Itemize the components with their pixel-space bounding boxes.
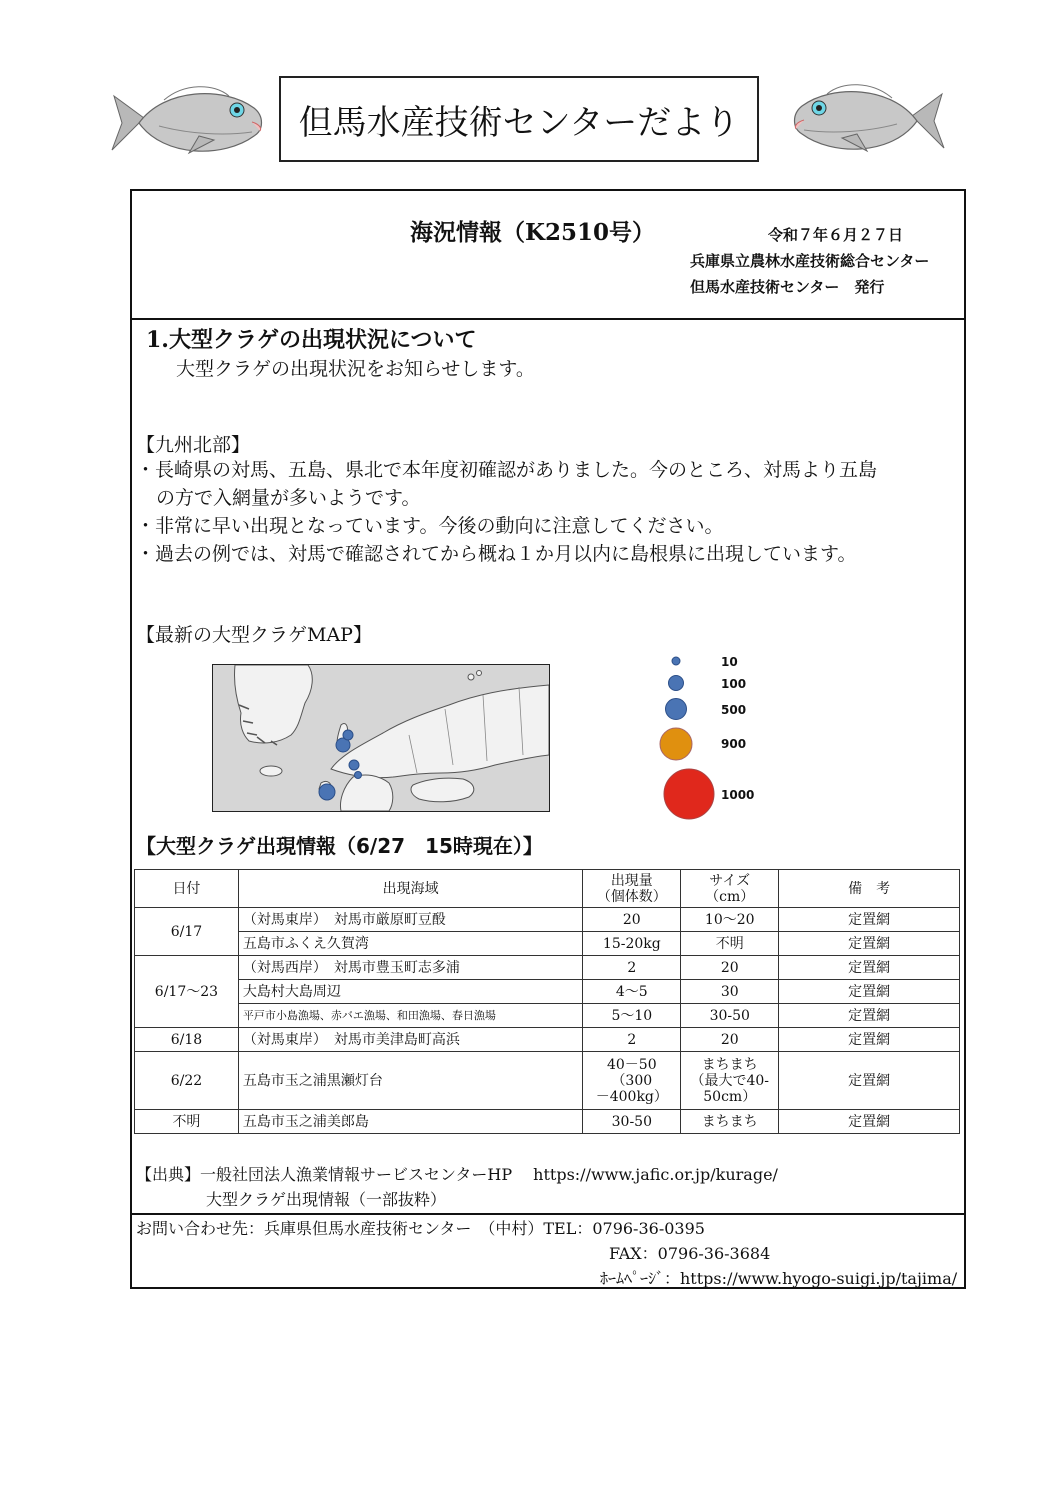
section-intro: 大型クラゲの出現状況をお知らせします。 [176,358,535,380]
cell-area: 大島村大島周辺 [238,980,582,1004]
source-citation: 【出典】一般社団法人漁業情報サービスセンターHP https://www.jafic.or.jp/kurage/ [136,1165,778,1184]
contact-info: お問い合わせ先：兵庫県但馬水産技術センター （中村）TEL：0796-36-0395 [136,1219,705,1238]
cell-size: 20 [681,956,779,980]
cell-area: （対馬西岸） 対馬市豊玉町志多浦 [238,956,582,980]
bullet-item [136,540,966,568]
issue-title: 海況情報（K2510号） [410,219,656,246]
cell-date: 不明 [135,1110,239,1134]
header-divider [130,318,966,320]
legend-label: 500 [721,703,747,717]
col-area: 出現海域 [238,870,582,908]
legend-bubble-900 [660,728,692,760]
cell-note: 定置網 [779,908,960,932]
table-row [135,1052,960,1110]
col-date: 日付 [135,870,239,908]
table-row [135,1004,960,1028]
fish-right-icon [782,76,952,166]
cell-amount: 30-50 [583,1110,681,1134]
bullet-line-continued: の方で入網量が多いようです。 [156,487,421,509]
cell-size: まちまち [681,1110,779,1134]
cell-date: 6/18 [135,1028,239,1052]
issue-date: 令和７年６月２７日 [768,226,904,244]
legend-label: 1000 [721,788,755,802]
legend-label: 10 [721,655,738,669]
cell-size: 30-50 [681,1004,779,1028]
cell-area: 五島市玉之浦美郎島 [238,1110,582,1134]
fax-number: FAX：0796-36-3684 [609,1244,771,1263]
legend-bubble-100 [669,676,684,691]
cell-size: 不明 [681,932,779,956]
cell-amount: 15-20kg [583,932,681,956]
newsletter-title: 但馬水産技術センターだより [279,76,759,162]
publisher-org: 兵庫県立農林水産技術総合センター [690,252,930,270]
section-title: 1.大型クラゲの出現状況について [146,327,477,353]
fish-left-icon [104,78,274,168]
legend-label: 900 [721,737,747,751]
cell-area: 平戸市小島漁場、赤バエ漁場、和田漁場、春日漁場 [238,1004,582,1028]
jellyfish-table [134,869,960,1134]
map-image [213,665,549,811]
cell-size: まちまち （最大で40- 50cm） [681,1052,779,1110]
legend-bubble-500 [666,699,687,720]
cell-date: 6/17～23 [135,956,239,1028]
bullet-line: ・長崎県の対馬、五島、県北で本年度初確認がありました。今のところ、対馬より五島 [136,459,878,481]
cell-date: 6/17 [135,908,239,956]
homepage-link[interactable]: ﾎｰﾑﾍﾟｰｼﾞ：https://www.hyogo-suigi.jp/tajima/ [600,1269,958,1288]
cell-note: 定置網 [779,980,960,1004]
jellyfish-map [212,664,550,812]
cell-area: （対馬東岸） 対馬市美津島町高浜 [238,1028,582,1052]
cell-amount: 2 [583,1028,681,1052]
region-heading: 【九州北部】 [136,434,251,456]
col-amount: 出現量 （個体数） [583,870,681,908]
bullet-line: ・過去の例では、対馬で確認されてから概ね１か月以内に島根県に出現しています。 [136,543,857,565]
cell-amount: 20 [583,908,681,932]
cell-note: 定置網 [779,956,960,980]
bullet-item [136,512,966,540]
cell-note: 定置網 [779,1110,960,1134]
table-row [135,1110,960,1134]
cell-amount: 2 [583,956,681,980]
cell-area: 五島市ふくえ久賀湾 [238,932,582,956]
col-size: サイズ （cm） [681,870,779,908]
table-row [135,980,960,1004]
col-note: 備 考 [779,870,960,908]
cell-size: 30 [681,980,779,1004]
cell-note: 定置網 [779,1004,960,1028]
cell-note: 定置網 [779,1028,960,1052]
publisher-center: 但馬水産技術センター 発行 [690,278,885,296]
table-row [135,908,960,932]
legend-bubble-10 [672,657,680,665]
cell-amount: 40－50（300 －400kg） [583,1052,681,1110]
cell-size: 10～20 [681,908,779,932]
table-header-row [135,870,960,908]
footer-divider [130,1213,966,1215]
table-row [135,956,960,980]
cell-note: 定置網 [779,1052,960,1110]
cell-amount: 4～5 [583,980,681,1004]
table-row [135,1028,960,1052]
legend-bubble-1000 [664,769,714,819]
cell-amount: 5～10 [583,1004,681,1028]
table-heading: 【大型クラゲ出現情報（6/27 15時現在）】 [136,834,543,858]
cell-date: 6/22 [135,1052,239,1110]
bullet-line: ・非常に早い出現となっています。今後の動向に注意してください。 [136,515,724,537]
cell-size: 20 [681,1028,779,1052]
cell-note: 定置網 [779,932,960,956]
source-title: 大型クラゲ出現情報（一部抜粋） [206,1190,447,1209]
legend-label: 100 [721,677,747,691]
table-row [135,932,960,956]
cell-area: （対馬東岸） 対馬市厳原町豆酘 [238,908,582,932]
map-heading: 【最新の大型クラゲMAP】 [136,624,372,646]
cell-area: 五島市玉之浦黒瀬灯台 [238,1052,582,1110]
bullet-item [136,456,966,512]
